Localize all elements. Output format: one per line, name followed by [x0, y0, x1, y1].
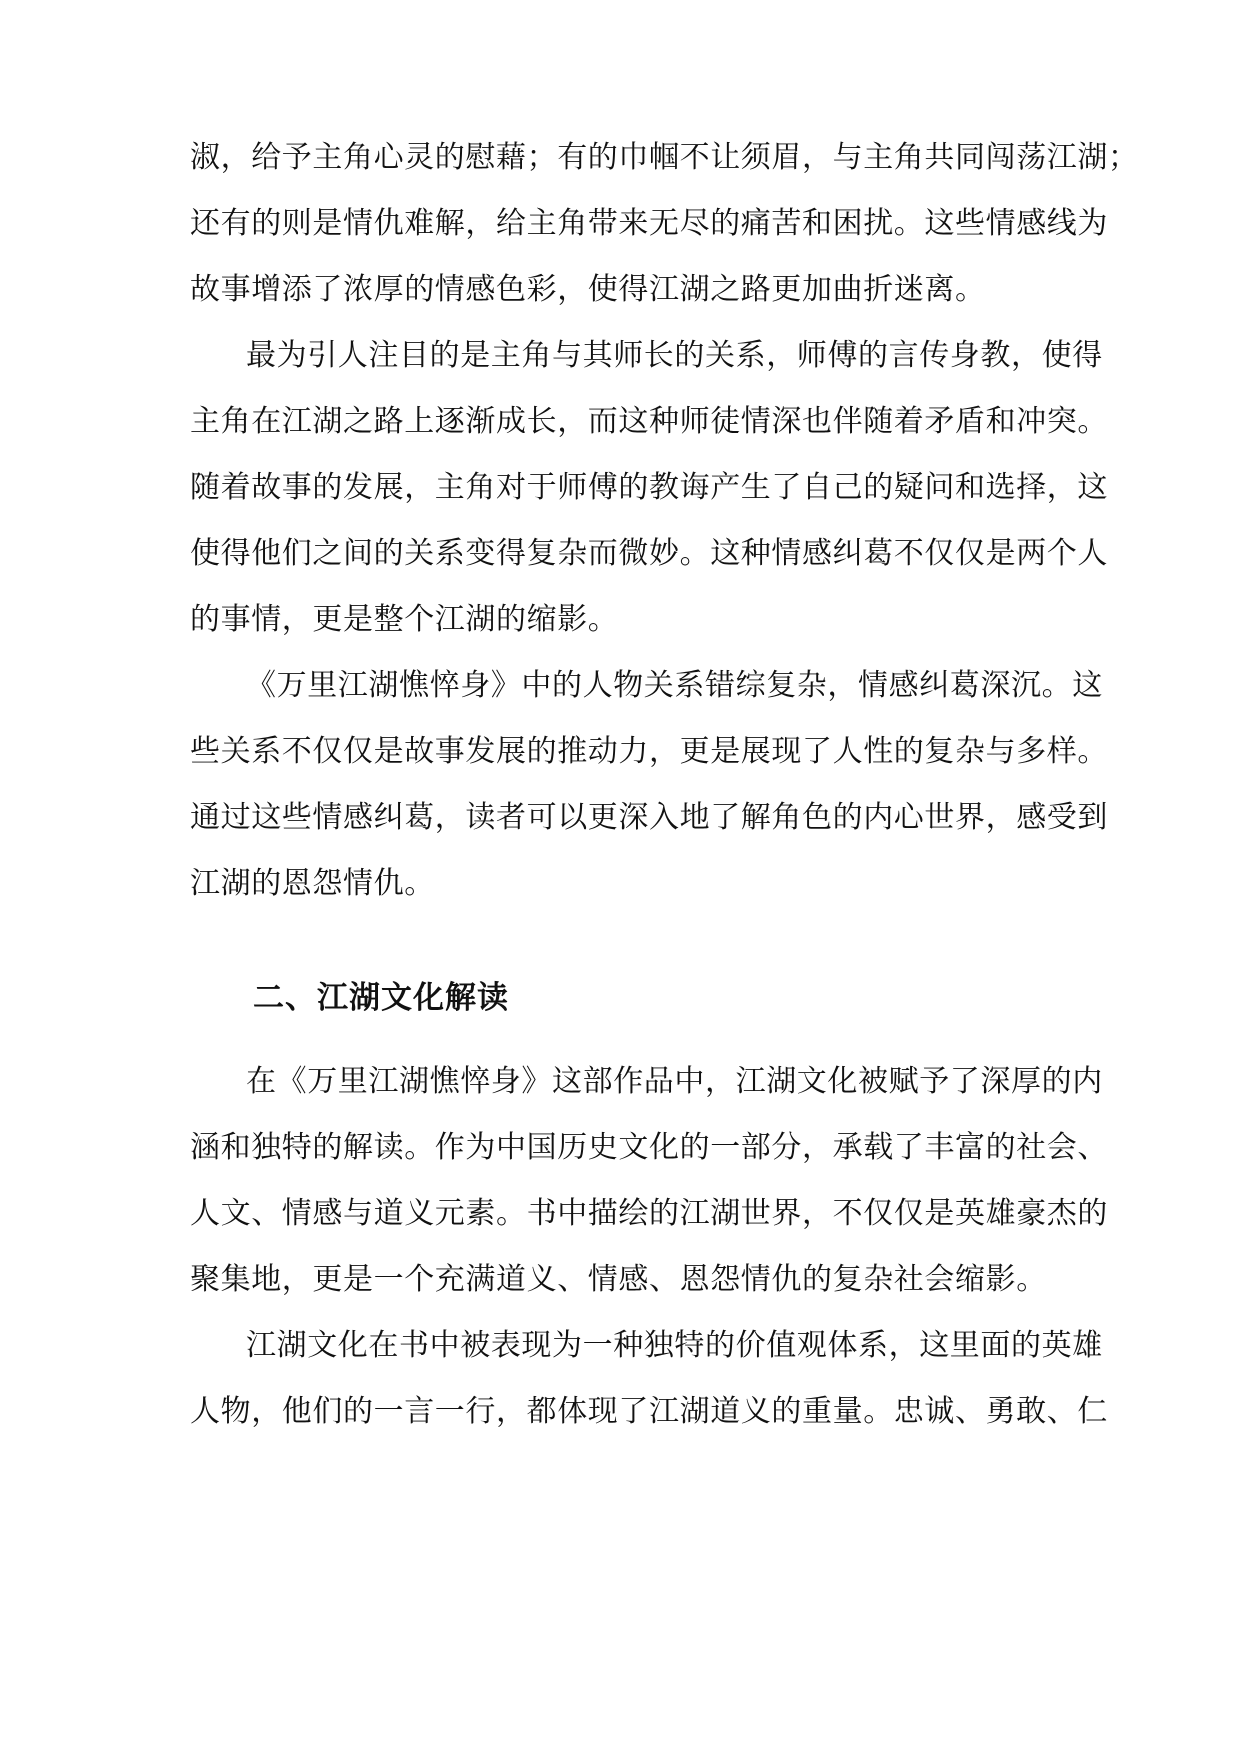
paragraph-1-line-3: 故事增添了浓厚的情感色彩，使得江湖之路更加曲折迷离。 — [190, 272, 986, 307]
section-heading: 二、江湖文化解读 — [253, 980, 509, 1016]
paragraph-3-line-4: 江湖的恩怨情仇。 — [190, 866, 435, 901]
paragraph-2-line-2: 主角在江湖之路上逐渐成长，而这种师徒情深也伴随着矛盾和冲突。 — [190, 404, 1108, 439]
paragraph-2-line-3: 随着故事的发展，主角对于师傅的教诲产生了自己的疑问和选择，这 — [190, 470, 1108, 505]
paragraph-4-line-3: 人文、情感与道义元素。书中描绘的江湖世界，不仅仅是英雄豪杰的 — [190, 1196, 1108, 1231]
paragraph-2-line-4: 使得他们之间的关系变得复杂而微妙。这种情感纠葛不仅仅是两个人 — [190, 536, 1108, 571]
paragraph-4-line-1: 在《万里江湖憔悴身》这部作品中，江湖文化被赋予了深厚的内 — [246, 1064, 1103, 1099]
paragraph-3-line-1: 《万里江湖憔悴身》中的人物关系错综复杂，情感纠葛深沉。这 — [246, 668, 1103, 703]
paragraph-5-line-1: 江湖文化在书中被表现为一种独特的价值观体系，这里面的英雄 — [246, 1328, 1103, 1363]
paragraph-1-line-2: 还有的则是情仇难解，给主角带来无尽的痛苦和困扰。这些情感线为 — [190, 206, 1108, 241]
paragraph-4-line-4: 聚集地，更是一个充满道义、情感、恩怨情仇的复杂社会缩影。 — [190, 1262, 1047, 1297]
paragraph-1-line-1: 淑，给予主角心灵的慰藉；有的巾帼不让须眉，与主角共同闯荡江湖； — [190, 140, 1139, 175]
paragraph-3-line-3: 通过这些情感纠葛，读者可以更深入地了解角色的内心世界，感受到 — [190, 800, 1108, 835]
paragraph-5-line-2: 人物，他们的一言一行，都体现了江湖道义的重量。忠诚、勇敢、仁 — [190, 1394, 1108, 1429]
paragraph-2-line-1: 最为引人注目的是主角与其师长的关系，师傅的言传身教，使得 — [246, 338, 1103, 373]
paragraph-3-line-2: 些关系不仅仅是故事发展的推动力，更是展现了人性的复杂与多样。 — [190, 734, 1108, 769]
paragraph-4-line-2: 涵和独特的解读。作为中国历史文化的一部分，承载了丰富的社会、 — [190, 1130, 1108, 1165]
paragraph-2-line-5: 的事情，更是整个江湖的缩影。 — [190, 602, 619, 637]
